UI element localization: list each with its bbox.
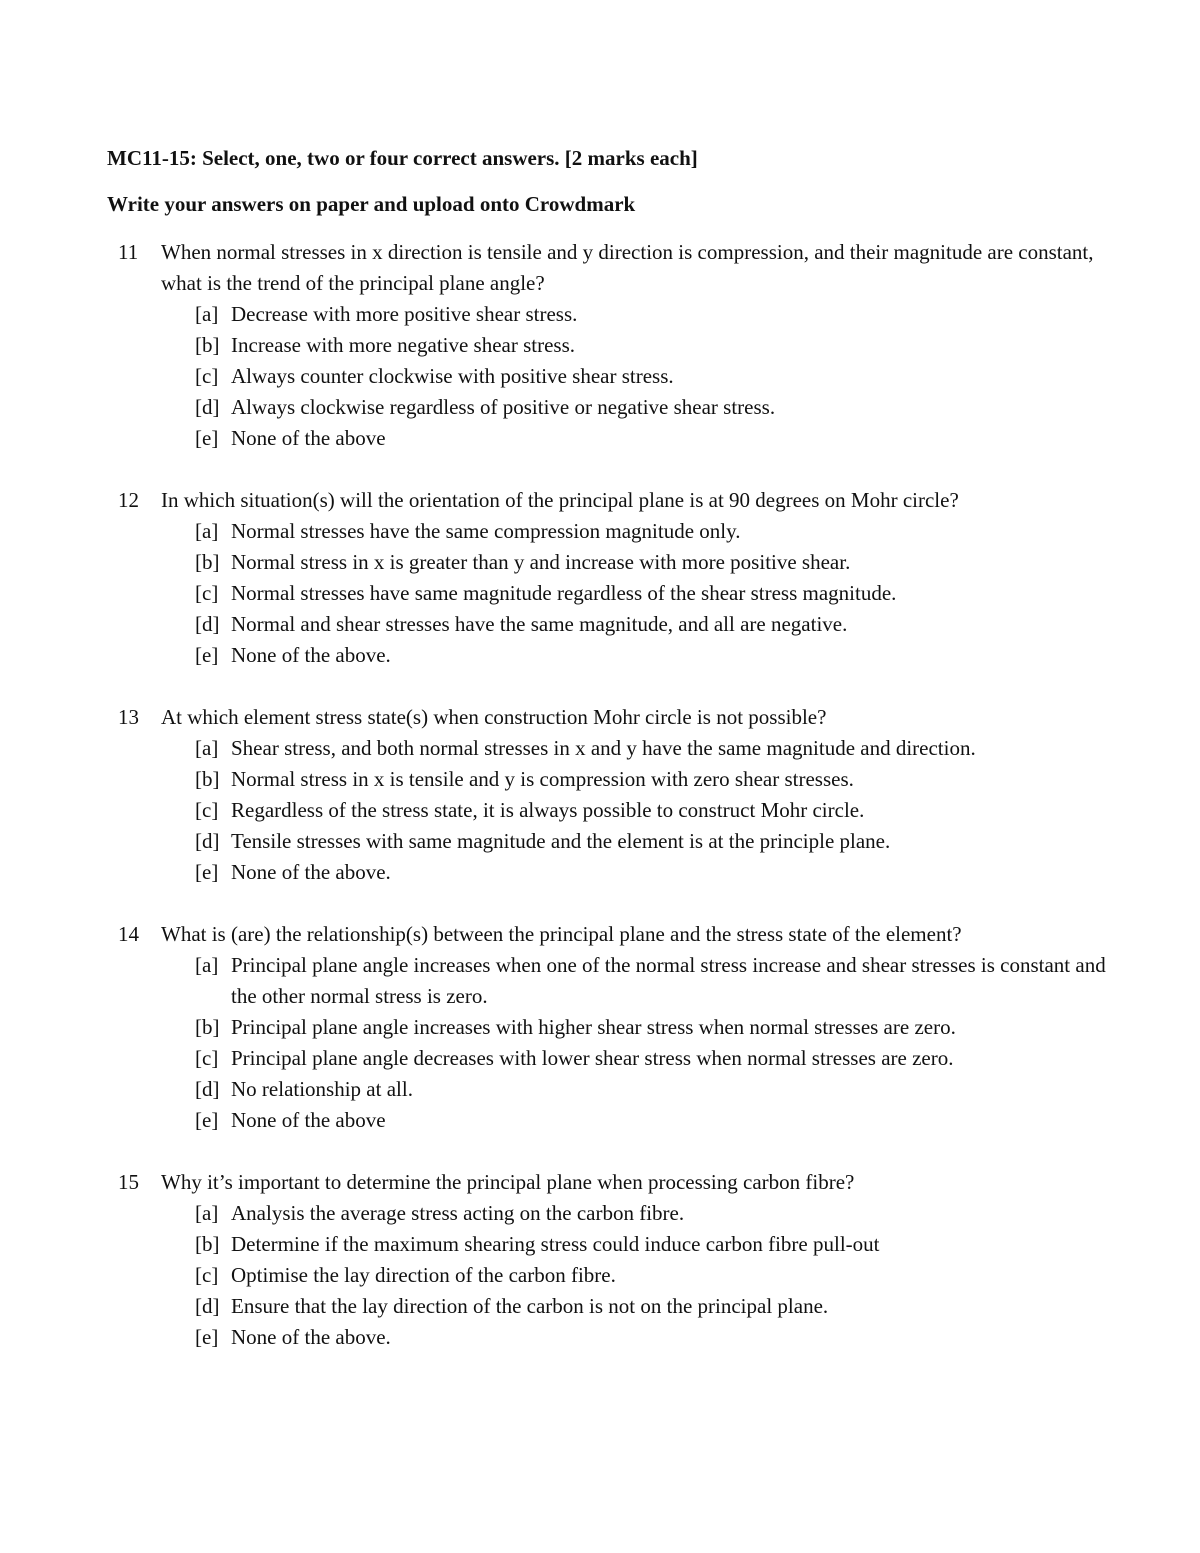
option-text: Normal and shear stresses have the same magnitude, and all are negative. (231, 612, 848, 636)
option-text: Tensile stresses with same magnitude and the element is at the principle plane. (231, 829, 891, 853)
option-text: None of the above. (231, 643, 391, 667)
option-text: Normal stress in x is tensile and y is compression with zero shear stresses. (231, 767, 854, 791)
question-number: 12 (118, 488, 139, 512)
option-b (118, 330, 1108, 361)
option-text: Determine if the maximum shearing stress could induce carbon fibre pull-out (231, 1232, 880, 1256)
option-d (118, 826, 1108, 857)
option-d (118, 392, 1108, 423)
option-label: [c] (195, 364, 219, 388)
question-text: Why it’s important to determine the principal plane when processing carbon fibre? (161, 1170, 855, 1194)
option-text: Optimise the lay direction of the carbon fibre. (231, 1263, 616, 1287)
option-label: [d] (195, 612, 220, 636)
option-text: Always counter clockwise with positive shear stress. (231, 364, 674, 388)
option-label: [a] (195, 519, 219, 543)
option-label: [e] (195, 643, 219, 667)
option-text: Principal plane angle decreases with lower shear stress when normal stresses are zero. (231, 1046, 954, 1070)
question-list (118, 237, 1108, 1384)
option-text: Increase with more negative shear stress. (231, 333, 576, 357)
option-label: [e] (195, 1108, 219, 1132)
option-list (118, 299, 1108, 454)
option-text: No relationship at all. (231, 1077, 413, 1101)
option-label: [c] (195, 798, 219, 822)
question-15 (118, 1167, 1108, 1353)
option-d (118, 1074, 1108, 1105)
question-text: In which situation(s) will the orientation of the principal plane is at 90 degrees on Mohr circle? (161, 488, 959, 512)
option-label: [c] (195, 1263, 219, 1287)
option-a (118, 299, 1108, 330)
option-b (118, 1012, 1108, 1043)
option-label: [d] (195, 829, 220, 853)
option-c (118, 1043, 1108, 1074)
option-label: [d] (195, 1077, 220, 1101)
option-e (118, 1105, 1108, 1136)
question-14 (118, 919, 1108, 1136)
question-13 (118, 702, 1108, 888)
question-text: When normal stresses in x direction is tensile and y direction is compression, and their magnitude are constant, what is the trend of the principal plane angle? (161, 240, 1094, 295)
option-list (118, 1198, 1108, 1353)
question-number: 11 (118, 240, 139, 264)
option-e (118, 640, 1108, 671)
option-b (118, 764, 1108, 795)
option-list (118, 516, 1108, 671)
option-text: None of the above (231, 1108, 386, 1132)
instruction-text: Write your answers on paper and upload onto Crowdmark (107, 192, 636, 216)
option-text: Always clockwise regardless of positive or negative shear stress. (231, 395, 776, 419)
section-title: MC11-15: Select, one, two or four correct answers. [2 marks each] (107, 146, 698, 170)
option-label: [e] (195, 426, 219, 450)
option-c (118, 361, 1108, 392)
option-d (118, 609, 1108, 640)
option-a (118, 516, 1108, 547)
option-label: [e] (195, 1325, 219, 1349)
option-text: Principal plane angle increases with higher shear stress when normal stresses are zero. (231, 1015, 956, 1039)
option-list (118, 733, 1108, 888)
option-label: [b] (195, 333, 220, 357)
option-a (118, 950, 1108, 1012)
option-a (118, 733, 1108, 764)
option-label: [c] (195, 1046, 219, 1070)
option-label: [a] (195, 1201, 219, 1225)
option-label: [b] (195, 1232, 220, 1256)
option-text: Analysis the average stress acting on the carbon fibre. (231, 1201, 685, 1225)
option-text: Normal stresses have the same compression magnitude only. (231, 519, 741, 543)
question-number: 15 (118, 1170, 139, 1194)
option-text: Normal stress in x is greater than y and increase with more positive shear. (231, 550, 851, 574)
option-label: [a] (195, 302, 219, 326)
question-12 (118, 485, 1108, 671)
option-d (118, 1291, 1108, 1322)
option-b (118, 1229, 1108, 1260)
option-text: None of the above. (231, 860, 391, 884)
question-number: 14 (118, 922, 139, 946)
question-number: 13 (118, 705, 139, 729)
option-label: [c] (195, 581, 219, 605)
question-text: What is (are) the relationship(s) between the principal plane and the stress state of the element? (161, 922, 962, 946)
option-label: [a] (195, 736, 219, 760)
question-text: At which element stress state(s) when construction Mohr circle is not possible? (161, 705, 827, 729)
option-e (118, 1322, 1108, 1353)
option-label: [b] (195, 1015, 220, 1039)
option-text: Normal stresses have same magnitude regardless of the shear stress magnitude. (231, 581, 897, 605)
option-text: Decrease with more positive shear stress. (231, 302, 578, 326)
option-text: None of the above. (231, 1325, 391, 1349)
option-label: [e] (195, 860, 219, 884)
option-text: None of the above (231, 426, 386, 450)
option-list (118, 950, 1108, 1136)
option-text: Principal plane angle increases when one of the normal stress increase and shear stresses is constant and the other normal stress is zero. (231, 953, 1106, 1008)
option-label: [b] (195, 550, 220, 574)
option-label: [d] (195, 395, 220, 419)
option-e (118, 857, 1108, 888)
option-text: Regardless of the stress state, it is always possible to construct Mohr circle. (231, 798, 865, 822)
option-c (118, 1260, 1108, 1291)
option-label: [d] (195, 1294, 220, 1318)
option-e (118, 423, 1108, 454)
option-label: [b] (195, 767, 220, 791)
option-c (118, 795, 1108, 826)
option-text: Ensure that the lay direction of the carbon is not on the principal plane. (231, 1294, 829, 1318)
option-b (118, 547, 1108, 578)
option-text: Shear stress, and both normal stresses in x and y have the same magnitude and direction. (231, 736, 976, 760)
option-label: [a] (195, 953, 219, 977)
question-11 (118, 237, 1108, 454)
option-c (118, 578, 1108, 609)
option-a (118, 1198, 1108, 1229)
